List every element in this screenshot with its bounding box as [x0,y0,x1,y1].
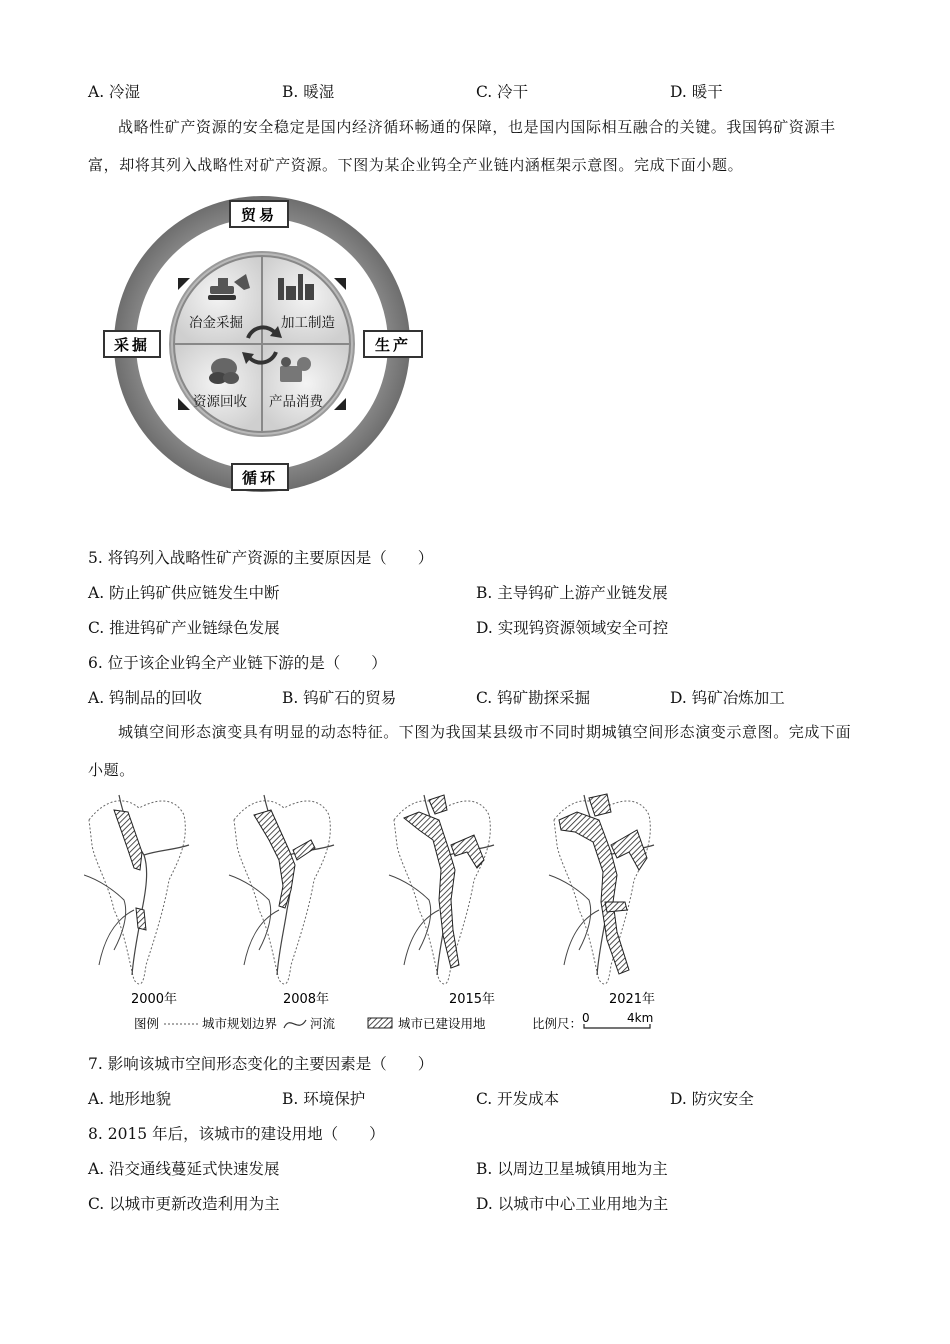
q7-option-c[interactable]: C. 开发成本 [476,1090,560,1108]
q5-stem: 5. 将钨列入战略性矿产资源的主要原因是（ ） [88,549,434,567]
q4-option-a[interactable]: A. 冷湿 [88,83,141,101]
q4-option-b[interactable]: B. 暖湿 [282,83,335,101]
map-2015 [389,795,494,984]
legend-river-symbol [284,1020,306,1028]
label-circulation: 循环 [241,469,279,487]
label-product-consumption: 产品消费 [269,394,323,410]
label-processing-manufacturing: 加工制造 [281,315,335,331]
legend-boundary-label: 城市规划边界 [202,1016,278,1031]
map-2008 [229,795,334,984]
q7-stem: 7. 影响该城市空间形态变化的主要因素是（ ） [88,1055,434,1073]
q8-option-b[interactable]: B. 以周边卫星城镇用地为主 [476,1160,668,1178]
legend-title: 图例 [134,1016,160,1031]
q8-option-d[interactable]: D. 以城市中心工业用地为主 [476,1195,669,1213]
q5-option-c[interactable]: C. 推进钨矿产业链绿色发展 [88,619,280,637]
q8-stem: 8. 2015 年后，该城市的建设用地（ ） [88,1125,385,1143]
q7-option-a[interactable]: A. 地形地貌 [88,1090,172,1108]
q5-option-d[interactable]: D. 实现钨资源领域安全可控 [476,619,669,637]
label-metallurgy-mining: 冶金采掘 [189,315,243,331]
intro-paragraph-tungsten: 战略性矿产资源的安全稳定是国内经济循环畅通的保障，也是国内国际相互融合的关键。我国钨矿资源丰富，却将其列入战略性对矿产资源。下图为某企业钨全产业链内涵框架示意图。完成下面小题。 [88,118,836,174]
q8-option-c[interactable]: C. 以城市更新改造利用为主 [88,1195,280,1213]
intro-paragraph-urban: 城镇空间形态演变具有明显的动态特征。下图为我国某县级市不同时期城镇空间形态演变示意图。完成下面小题。 [88,723,852,779]
map-2021 [549,794,654,984]
q4-option-d[interactable]: D. 暖干 [670,83,723,101]
q4-option-c[interactable]: C. 冷干 [476,83,529,101]
scale-zero: 0 [582,1011,590,1025]
scale-max: 4km [627,1011,654,1025]
legend-built-symbol [368,1018,392,1028]
year-label-2015: 2015年 [448,992,496,1007]
scale-label: 比例尺： [532,1016,583,1031]
map-2000 [84,795,189,984]
legend-built-label: 城市已建设用地 [398,1016,486,1031]
year-label-2000: 2000年 [130,992,178,1007]
q5-option-a[interactable]: A. 防止钨矿供应链发生中断 [88,584,280,602]
legend-river-label: 河流 [310,1016,336,1031]
label-production: 生产 [374,336,412,354]
q8-option-a[interactable]: A. 沿交通线蔓延式快速发展 [88,1160,280,1178]
q7-option-b[interactable]: B. 环境保护 [282,1090,366,1108]
q6-option-d[interactable]: D. 钨矿冶炼加工 [670,689,785,707]
label-mining: 采掘 [113,336,151,354]
label-resource-recovery: 资源回收 [193,394,247,410]
label-trade: 贸易 [240,206,278,224]
q5-option-b[interactable]: B. 主导钨矿上游产业链发展 [476,584,668,602]
urban-evolution-maps [84,790,684,1035]
year-label-2021: 2021年 [608,992,656,1007]
q6-option-a[interactable]: A. 钨制品的回收 [88,689,203,707]
tungsten-industry-chain-diagram [100,196,430,496]
q6-option-c[interactable]: C. 钨矿勘探采掘 [476,689,591,707]
q7-option-d[interactable]: D. 防灾安全 [670,1090,754,1108]
q6-stem: 6. 位于该企业钨全产业链下游的是（ ） [88,654,387,672]
year-label-2008: 2008年 [282,992,330,1007]
q6-option-b[interactable]: B. 钨矿石的贸易 [282,689,397,707]
